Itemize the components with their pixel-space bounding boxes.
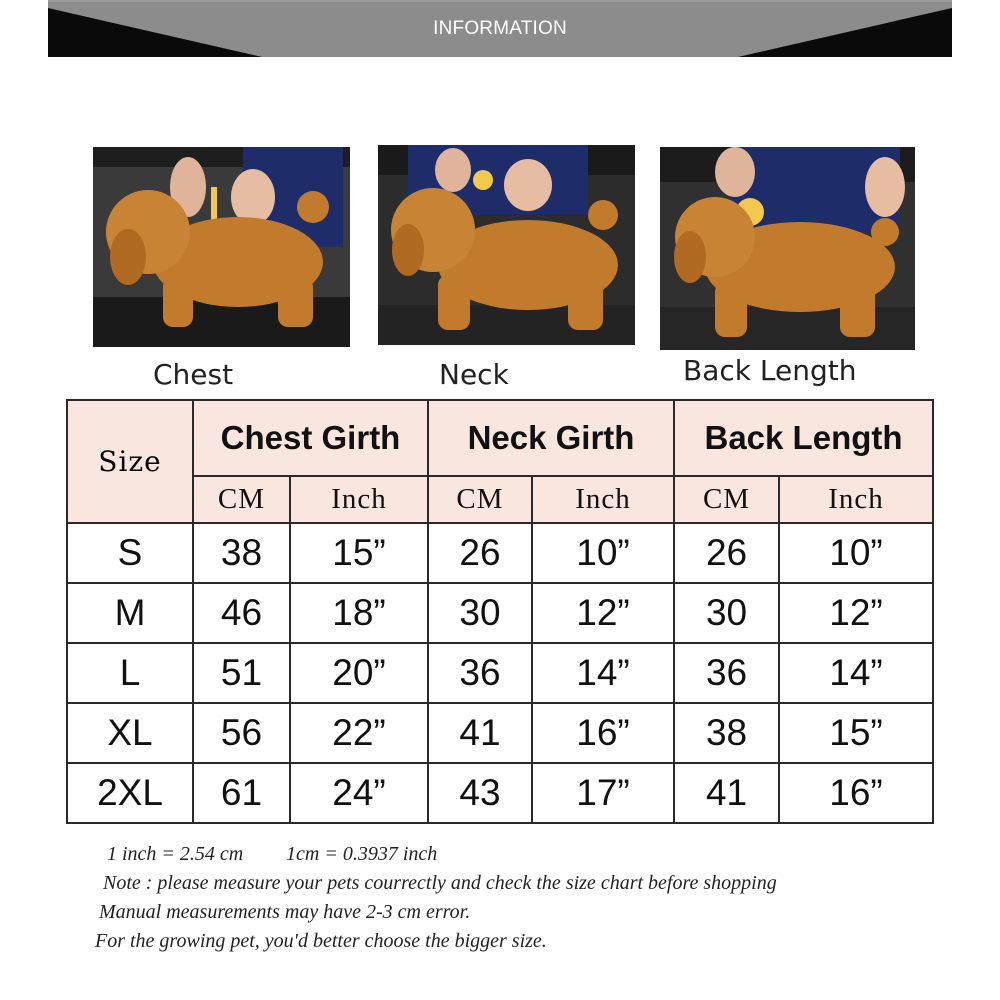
value-cell: 10” [779,523,933,583]
unit-header: CM [428,476,532,523]
table-row [67,583,933,643]
size-cell: XL [67,703,193,763]
conversion-inch-to-cm: 1 inch = 2.54 cm [107,843,244,865]
value-cell: 20” [290,643,428,703]
value-cell: 38 [674,703,779,763]
table-unit-row [67,476,933,523]
value-cell: 36 [428,643,532,703]
chest-measure-photo [93,147,350,347]
value-cell: 36 [674,643,779,703]
value-cell: 15” [290,523,428,583]
note-line-1: Note : please measure your pets courrectly and check the size chart before shopping [103,872,777,894]
value-cell: 16” [532,703,674,763]
value-cell: 12” [779,583,933,643]
table-row [67,703,933,763]
neck-caption: Neck [439,358,509,391]
value-cell: 56 [193,703,290,763]
neck-girth-header: Neck Girth [428,400,674,476]
value-cell: 26 [428,523,532,583]
table-row [67,763,933,823]
value-cell: 14” [779,643,933,703]
banner-title: INFORMATION [433,18,567,39]
note-line-2: Manual measurements may have 2-3 cm error. [99,901,471,923]
size-chart-table [66,399,934,824]
value-cell: 24” [290,763,428,823]
value-cell: 43 [428,763,532,823]
value-cell: 38 [193,523,290,583]
neck-measure-photo [378,145,635,345]
value-cell: 10” [532,523,674,583]
header-banner [48,0,952,57]
back-length-header: Back Length [674,400,933,476]
value-cell: 26 [674,523,779,583]
size-cell: M [67,583,193,643]
unit-header: Inch [779,476,933,523]
value-cell: 30 [428,583,532,643]
value-cell: 12” [532,583,674,643]
chest-girth-header: Chest Girth [193,400,428,476]
value-cell: 15” [779,703,933,763]
note-line-3: For the growing pet, you'd better choose the bigger size. [95,930,547,952]
unit-header: CM [193,476,290,523]
size-header: Size [67,400,193,523]
table-row [67,643,933,703]
back-length-measure-photo [660,147,915,350]
conversion-cm-to-inch: 1cm = 0.3937 inch [286,843,438,865]
value-cell: 41 [674,763,779,823]
value-cell: 51 [193,643,290,703]
size-cell: S [67,523,193,583]
value-cell: 22” [290,703,428,763]
size-cell: L [67,643,193,703]
chest-caption: Chest [153,358,234,391]
unit-header: Inch [290,476,428,523]
value-cell: 14” [532,643,674,703]
value-cell: 61 [193,763,290,823]
back-length-caption: Back Length [683,354,857,387]
value-cell: 41 [428,703,532,763]
unit-header: Inch [532,476,674,523]
table-row [67,523,933,583]
value-cell: 30 [674,583,779,643]
table-header-row [67,400,933,476]
size-cell: 2XL [67,763,193,823]
value-cell: 18” [290,583,428,643]
value-cell: 46 [193,583,290,643]
value-cell: 17” [532,763,674,823]
unit-header: CM [674,476,779,523]
value-cell: 16” [779,763,933,823]
